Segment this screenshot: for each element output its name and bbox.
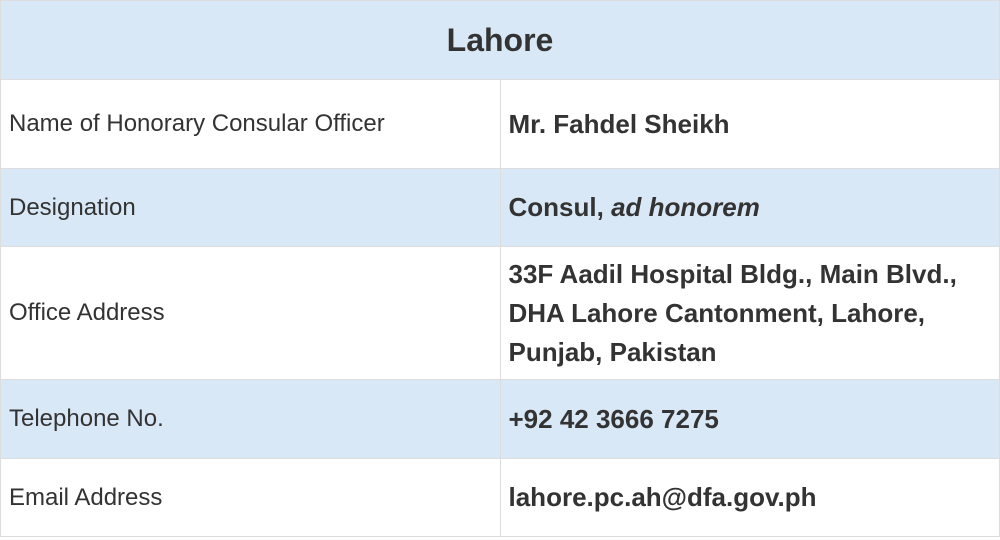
designation-value xyxy=(500,169,1000,247)
table-row-address xyxy=(1,247,1000,380)
address-line-1: 33F Aadil Hospital Bldg., Main Blvd., xyxy=(508,258,957,289)
table-title: Lahore xyxy=(1,1,1000,80)
telephone-label: Telephone No. xyxy=(1,380,501,459)
address-value xyxy=(500,247,1000,380)
table-row-email xyxy=(1,459,1000,537)
name-label: Name of Honorary Consular Officer xyxy=(1,80,501,169)
table-row-name xyxy=(1,80,1000,169)
address-line-3: Punjab, Pakistan xyxy=(508,336,717,367)
address-line-2: DHA Lahore Cantonment, Lahore, xyxy=(508,297,926,328)
address-label: Office Address xyxy=(1,247,501,380)
table-row-telephone xyxy=(1,380,1000,459)
table-row-designation xyxy=(1,169,1000,247)
designation-value-italic: ad honorem xyxy=(611,192,760,222)
designation-value-main: Consul, xyxy=(508,192,612,222)
name-value: Mr. Fahdel Sheikh xyxy=(500,80,1000,169)
email-label: Email Address xyxy=(1,459,501,537)
table-title-row xyxy=(1,1,1000,80)
email-value[interactable]: lahore.pc.ah@dfa.gov.ph xyxy=(500,459,1000,537)
designation-label: Designation xyxy=(1,169,501,247)
telephone-value: +92 42 3666 7275 xyxy=(500,380,1000,459)
